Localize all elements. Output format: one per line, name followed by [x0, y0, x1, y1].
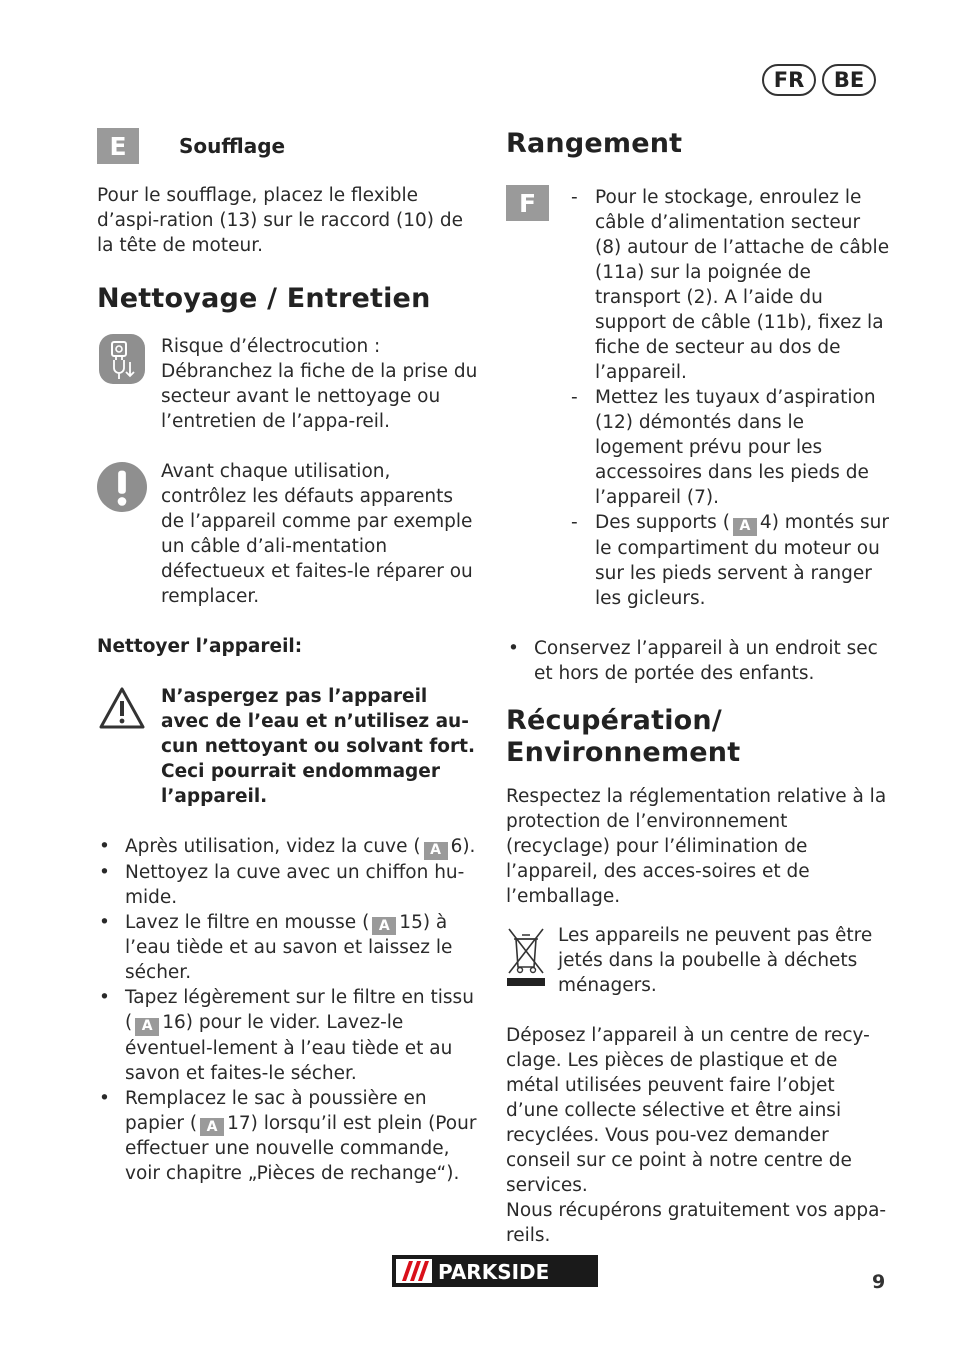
- list-item: [97, 910, 481, 986]
- left-column: [97, 128, 481, 1186]
- figure-a-badge: A: [372, 917, 396, 935]
- heading-environment-line-1: Récupération/: [506, 704, 722, 736]
- list-item: [569, 510, 890, 611]
- figure-a-badge: A: [200, 1118, 224, 1136]
- check-warning-text: Avant chaque utilisation, contrôlez les défauts apparents de l’appareil comme par exemple un câble d’ali-mentation défectueux et faites-le réparer ou remplacer.: [161, 461, 473, 607]
- heading-environment: [506, 705, 890, 769]
- list-item-text: Tapez légèrement sur le filtre en tissu (: [125, 987, 474, 1033]
- crossed-bin-icon: [506, 925, 546, 987]
- list-item-text: 6).: [450, 836, 476, 857]
- parkside-logo: [392, 1255, 598, 1287]
- heading-storage: Rangement: [506, 128, 683, 159]
- exclamation-circle-icon: [97, 461, 147, 513]
- language-badges: [762, 64, 876, 96]
- list-item-text: 16) pour le vider. Lavez-le éventuel-lement à l’eau tiède et au savon et faites-le sécher.: [125, 1012, 453, 1084]
- list-item: [97, 985, 481, 1086]
- list-item: [97, 834, 481, 860]
- electric-warning: [97, 334, 481, 434]
- caution-text: N’aspergez pas l’appareil avec de l’eau et n’utilisez au-cun nettoyant ou solvant fort. Ceci pourrait endommager l’appareil.: [161, 686, 475, 807]
- figure-a-badge: A: [733, 518, 757, 536]
- unplug-icon: [99, 334, 145, 384]
- cleaning-steps: [97, 834, 481, 1186]
- lang-badge-fr: FR: [762, 64, 816, 96]
- list-item-text: Pour le stockage, enroulez le câble d’alimentation secteur (8) autour de l’attache de câble (11a) sur la poignée de transport (2). A l’aide du support de câble (11b), fixez la fiche de secteur au dos de l’appareil.: [595, 187, 890, 383]
- list-item-text: 17) lorsqu’il est plein (Pour effectuer une nouvelle commande, voir chapitre „Pièces de rechange“).: [125, 1112, 477, 1184]
- weee-text: Les appareils ne peuvent pas être jetés dans la poubelle à déchets ménagers.: [558, 924, 873, 996]
- list-item: [97, 1086, 481, 1187]
- section-letter-e: E: [97, 128, 139, 164]
- weee-notice: [506, 923, 890, 998]
- list-item: [506, 636, 890, 686]
- environment-text: Respectez la réglementation relative à la protection de l’environnement (recyclage) pour l’élimination de l’appareil, des acces-soires et de l’emballage.: [506, 785, 887, 907]
- list-item-text: Nettoyez la cuve avec un chiffon hu-mide.: [125, 861, 465, 908]
- lang-badge-be: BE: [822, 64, 876, 96]
- deposit-text: Déposez l’appareil à un centre de recy-clage. Les pièces de plastique et de métal utilisées peuvent faire l’objet d’une collecte sélective et être ainsi recyclées. Vous pou-vez demander conseil sur ce point à notre centre de services.: [506, 1024, 870, 1196]
- free-return-text: Nous récupérons gratuitement vos appa-reils.: [506, 1199, 887, 1246]
- list-item-text: Des supports (: [595, 512, 730, 533]
- caution-warning: [97, 684, 481, 809]
- electric-warning-text: Risque d’électrocution : Débranchez la fiche de la prise du secteur avant le nettoyage ou l’entretien de l’appa-reil.: [161, 336, 478, 432]
- list-item-text: Lavez le filtre en mousse (: [125, 911, 370, 933]
- heading-cleaning: Nettoyage / Entretien: [97, 283, 431, 314]
- heading-environment-line-2: Environnement: [506, 736, 741, 768]
- page-number: 9: [872, 1271, 886, 1293]
- clean-device-title: Nettoyer l’appareil:: [97, 636, 303, 657]
- list-item-text: Mettez les tuyaux d’aspiration (12) démontés dans le logement prévu pour les accessoires dans les pieds de l’appareil (7).: [595, 387, 876, 508]
- figure-a-badge: A: [424, 842, 448, 860]
- soufflage-title: Soufflage: [179, 133, 286, 158]
- check-warning: [97, 459, 481, 609]
- storage-steps: [569, 185, 890, 611]
- figure-a-badge: A: [135, 1018, 159, 1036]
- list-item-text: Conservez l’appareil à un endroit sec et hors de portée des enfants.: [534, 637, 878, 684]
- list-item: [569, 185, 890, 385]
- list-item-text: Remplacez le sac à poussière en papier (: [125, 1087, 427, 1134]
- brand-name: PARKSIDE: [438, 1260, 550, 1284]
- right-column: [506, 128, 890, 1248]
- list-item-text: 4) montés sur le compartiment du moteur ou sur les pieds servent à ranger les gicleurs.: [595, 512, 889, 609]
- list-item-text: Après utilisation, videz la cuve (: [125, 836, 421, 857]
- soufflage-text: Pour le soufflage, placez le flexible d’aspi-ration (13) sur le raccord (10) de la tête de moteur.: [97, 185, 464, 256]
- section-e-header: [97, 128, 481, 164]
- storage-section: [506, 185, 890, 611]
- section-letter-f: F: [506, 185, 549, 221]
- list-item: [569, 385, 890, 510]
- storage-bullet: [506, 636, 890, 686]
- warning-triangle-icon: [98, 686, 146, 730]
- list-item: [97, 860, 481, 910]
- list-item-text: 15) à l’eau tiède et au savon et laissez le sécher.: [125, 911, 453, 983]
